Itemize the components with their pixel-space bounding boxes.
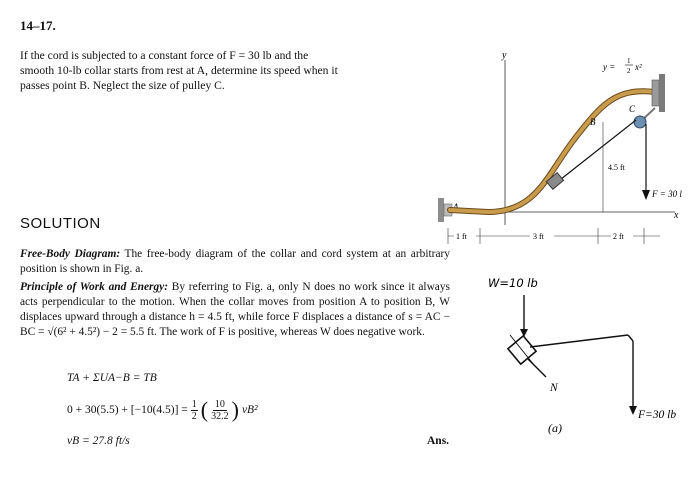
fbd-weight-label: W=10 lb: [488, 276, 538, 290]
problem-statement: If the cord is subjected to a constant force of F = 30 lb and the smooth 10-lb collar starts from rest at A, determine its speed when it passes point B. Neglect the size of pulley C.: [20, 49, 338, 92]
pulley-c: [634, 116, 646, 128]
force-arrow-head: [642, 190, 650, 200]
curved-rod-shadow: [450, 91, 655, 212]
eq2-half-num: 1: [191, 398, 197, 410]
fbd-force-arrow-head: [629, 406, 637, 415]
curve-eq-den: 2: [627, 67, 631, 75]
eq2-half-den: 2: [191, 410, 197, 422]
fbd-paragraph: [20, 247, 450, 277]
curved-rod: [450, 91, 655, 212]
curve-eq-var: x²: [635, 62, 642, 72]
dim-3ft: 3 ft: [533, 232, 544, 241]
right-bracket: [652, 80, 659, 106]
pwe-title: Principle of Work and Energy:: [20, 281, 169, 293]
fbd-title: Free-Body Diagram:: [20, 248, 121, 260]
y-axis-label: y: [502, 50, 507, 61]
pwe-text: By referring to Fig. a, only N does no work since it always acts perpendicular to the motion. When the collar moves from position A to position B, W displaces upward through a distance h = 4.5 ft, while force F displaces a distance of s = AC − BC = √(6² + 4.5²) − 2 = 5.5 ft. The work of F is positive, whereas W does negative work.: [20, 281, 450, 338]
fbd-force-label: F=30 lb: [638, 409, 677, 421]
normal-arrow: [528, 359, 546, 377]
fbd-text: The free-body diagram of the collar and cord system at an arbitrary position is shown in Fig. a.: [20, 248, 450, 275]
problem-number: 14–17.: [20, 18, 56, 33]
x-axis-label: x: [674, 210, 679, 221]
curve-eq-lhs: y =: [603, 62, 616, 72]
equation-substitution: [67, 395, 258, 425]
left-wall: [438, 198, 444, 222]
solution-heading: SOLUTION: [20, 215, 101, 232]
curve-eq-num: 1: [627, 57, 631, 65]
dim-1ft: 1 ft: [456, 232, 467, 241]
equation-work-energy: TA + ΣUA−B = TB: [67, 372, 157, 384]
equation-result: vB = 27.8 ft/s: [67, 435, 130, 447]
free-body-diagram: [470, 265, 692, 440]
eq2-half-fraction: [191, 399, 198, 422]
right-wall: [659, 74, 665, 112]
fbd-cord: [530, 335, 628, 347]
eq2-left: 0 + 30(5.5) + [−10(4.5)] =: [67, 404, 188, 416]
label-a: A: [453, 202, 459, 212]
fbd-caption: (a): [548, 421, 562, 435]
problem-figure: [430, 40, 692, 255]
dim-height: 4.5 ft: [608, 163, 625, 172]
work-energy-paragraph: [20, 280, 450, 340]
force-label: F = 30 l: [652, 189, 682, 199]
paren-close: ): [231, 397, 239, 422]
eq2-mass-fraction: [211, 399, 229, 422]
fbd-normal-label: N: [550, 382, 558, 394]
label-c: C: [629, 104, 636, 114]
dim-2ft: 2 ft: [613, 232, 624, 241]
eq2-tail: vB²: [241, 404, 258, 416]
eq2-frac-num: 10: [214, 398, 225, 410]
paren-open: (: [200, 397, 209, 422]
answer-label: Ans.: [427, 435, 450, 447]
eq2-frac-den: 32.2: [211, 410, 229, 422]
label-b: B: [590, 117, 596, 127]
